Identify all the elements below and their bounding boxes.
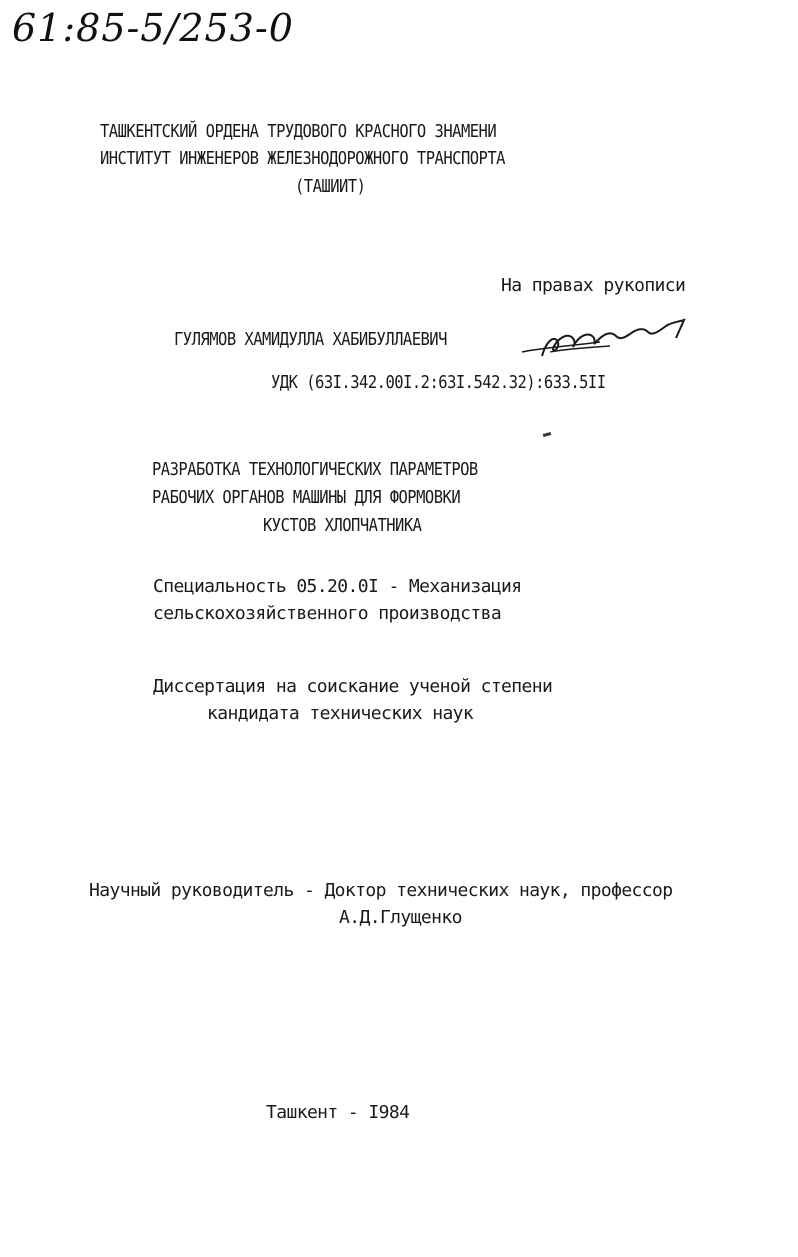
- title-line-2: РАБОЧИХ ОРГАНОВ МАШИНЫ ДЛЯ ФОРМОВКИ: [152, 487, 461, 508]
- degree-line-1: Диссертация на соискание ученой степени: [153, 676, 553, 697]
- author-name: ГУЛЯМОВ ХАМИДУЛЛА ХАБИБУЛЛАЕВИЧ: [174, 329, 447, 350]
- institution-line-1: ТАШКЕНТСКИЙ ОРДЕНА ТРУДОВОГО КРАСНОГО ЗНАМЕНИ: [100, 121, 497, 142]
- institution-line-3: (ТАШИИТ): [295, 176, 366, 197]
- institution-line-2: ИНСТИТУТ ИНЖЕНЕРОВ ЖЕЛЕЗНОДОРОЖНОГО ТРАНСПОРТА: [100, 148, 505, 169]
- signature: [520, 312, 700, 364]
- specialty-line-2: сельскохозяйственного производства: [153, 603, 502, 624]
- manuscript-note: На правах рукописи: [501, 275, 686, 296]
- udc-code: УДК (63I.342.00I.2:63I.542.32):633.5II: [271, 372, 606, 393]
- degree-line-2: кандидата технических наук: [207, 703, 474, 724]
- title-line-1: РАЗРАБОТКА ТЕХНОЛОГИЧЕСКИХ ПАРАМЕТРОВ: [152, 459, 478, 480]
- specialty-line-1: Специальность 05.20.0I - Механизация: [153, 576, 522, 597]
- archive-code: 61:85-5/253-0: [12, 6, 294, 50]
- supervisor-line-1: Научный руководитель - Доктор технических наук, профессор: [89, 880, 673, 901]
- place-year: Ташкент - I984: [266, 1102, 410, 1123]
- stray-mark: [543, 432, 552, 437]
- title-line-3: КУСТОВ ХЛОПЧАТНИКА: [263, 515, 422, 536]
- supervisor-line-2: А.Д.Глущенко: [339, 907, 462, 928]
